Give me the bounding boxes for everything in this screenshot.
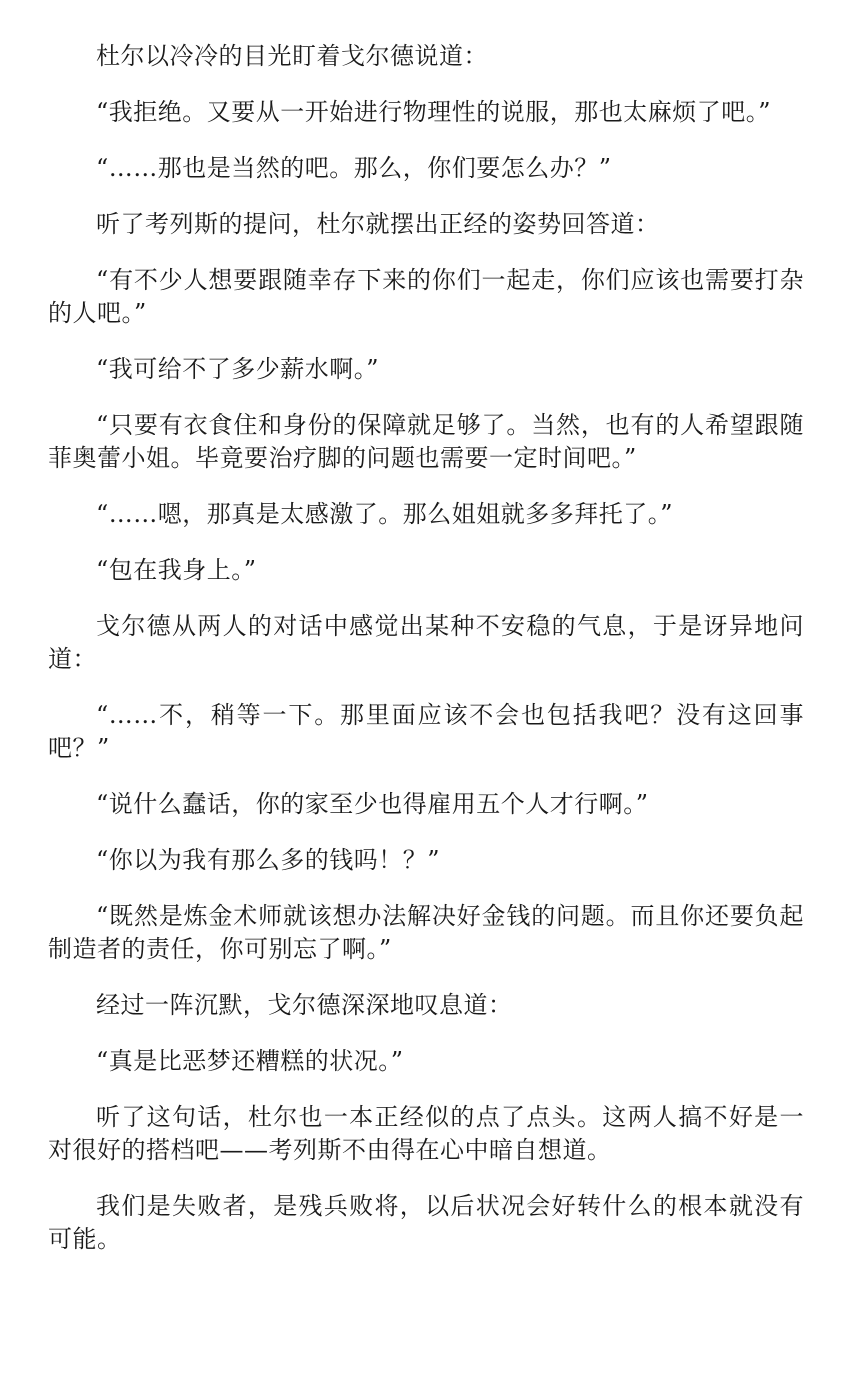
- paragraph: “有不少人想要跟随幸存下来的你们一起走，你们应该也需要打杂的人吧。”: [48, 266, 804, 327]
- paragraph: “我拒绝。又要从一开始进行物理性的说服，那也太麻烦了吧。”: [96, 98, 772, 126]
- paragraph: “我可给不了多少薪水啊。”: [96, 355, 380, 383]
- paragraph: 听了考列斯的提问，杜尔就摆出正经的姿势回答道：: [96, 210, 660, 238]
- paragraph: “只要有衣食住和身份的保障就足够了。当然，也有的人希望跟随菲奥蕾小姐。毕竟要治疗脚的问题也需要一定时间吧。”: [48, 411, 804, 472]
- paragraph: “包在我身上。”: [96, 556, 257, 584]
- paragraph: “说什么蠢话，你的家至少也得雇用五个人才行啊。”: [96, 790, 649, 818]
- paragraph: 杜尔以冷冷的目光盯着戈尔德说道：: [96, 42, 488, 70]
- paragraph: “……那也是当然的吧。那么，你们要怎么办？”: [96, 154, 612, 182]
- paragraph: 经过一阵沉默，戈尔德深深地叹息道：: [96, 991, 513, 1019]
- paragraph: “你以为我有那么多的钱吗！？”: [96, 846, 441, 874]
- paragraph: “真是比恶梦还糟糕的状况。”: [96, 1047, 404, 1075]
- text-body: [48, 40, 804, 1279]
- paragraph: 戈尔德从两人的对话中感觉出某种不安稳的气息，于是讶异地问道：: [48, 612, 804, 673]
- paragraph: 我们是失败者，是残兵败将，以后状况会好转什么的根本就没有可能。: [48, 1192, 804, 1253]
- paragraph: “……嗯，那真是太感激了。那么姐姐就多多拜托了。”: [96, 500, 674, 528]
- paragraph: 听了这句话，杜尔也一本正经似的点了点头。这两人搞不好是一对很好的搭档吧——考列斯不由得在心中暗自想道。: [48, 1103, 804, 1164]
- paragraph: “……不，稍等一下。那里面应该不会也包括我吧？没有这回事吧？”: [48, 701, 804, 762]
- paragraph: “既然是炼金术师就该想办法解决好金钱的问题。而且你还要负起制造者的责任，你可别忘了啊。”: [48, 902, 804, 963]
